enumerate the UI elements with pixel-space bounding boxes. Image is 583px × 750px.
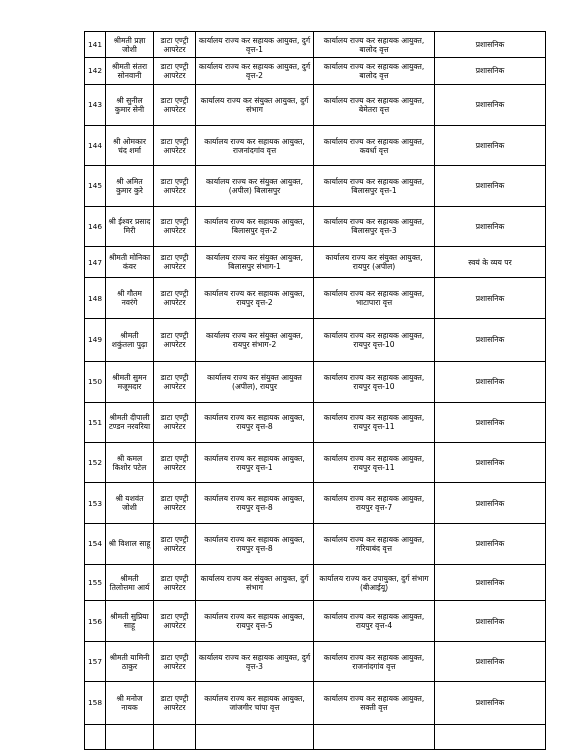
post-cell: डाटा एण्ट्री आपरेटर <box>154 166 196 206</box>
current-office-cell: कार्यालय राज्य कर संयुक्त आयुक्त (अपील), रायपुर <box>196 362 314 402</box>
serial-number-cell: 153 <box>85 483 106 523</box>
post-cell: डाटा एण्ट्री आपरेटर <box>154 84 196 125</box>
table-row <box>85 601 546 641</box>
table-row <box>85 125 546 165</box>
employee-name-cell: श्री विशाल साहू <box>106 523 154 564</box>
employee-name-cell: श्री अमित कुमार कुरे <box>106 166 154 206</box>
current-office-cell: कार्यालय राज्य कर सहायक आयुक्त, दुर्ग वृत्त-2 <box>196 58 314 84</box>
table-row <box>85 523 546 564</box>
transfer-office-cell: कार्यालय राज्य कर संयुक्त आयुक्त, रायपुर (अपील) <box>314 247 435 278</box>
current-office-cell: कार्यालय राज्य कर सहायक आयुक्त, दुर्ग वृत्त-1 <box>196 32 314 58</box>
employee-name-cell: श्रीमती शकुंतला पुढ़ा <box>106 318 154 361</box>
employee-name-cell: श्रीमती दीपाली टण्डन नरवरिया <box>106 402 154 442</box>
post-cell: डाटा एण्ट्री आपरेटर <box>154 402 196 442</box>
employee-name-cell: श्री ओमकार चंद शर्मा <box>106 125 154 165</box>
table-row <box>85 166 546 206</box>
table-row <box>85 682 546 724</box>
table-row <box>85 247 546 278</box>
transfer-reason-cell: प्रशासनिक <box>435 641 546 681</box>
current-office-cell: कार्यालय राज्य कर सहायक आयुक्त, बिलासपुर वृत्त-2 <box>196 206 314 246</box>
serial-number-cell: 151 <box>85 402 106 442</box>
transfer-table <box>84 31 546 750</box>
serial-number-cell: 143 <box>85 84 106 125</box>
empty-cell <box>154 724 196 749</box>
transfer-office-cell: कार्यालय राज्य कर सहायक आयुक्त, बिलासपुर वृत्त-1 <box>314 166 435 206</box>
table-row <box>85 278 546 318</box>
table-row <box>85 362 546 402</box>
transfer-office-cell: कार्यालय राज्य कर उपायुक्त, दुर्ग संभाग (बीआईयू) <box>314 565 435 601</box>
employee-name-cell: श्रीमती मोनिका कंवर <box>106 247 154 278</box>
transfer-reason-cell: प्रशासनिक <box>435 682 546 724</box>
employee-name-cell: श्री यशवंत जोशी <box>106 483 154 523</box>
transfer-office-cell: कार्यालय राज्य कर सहायक आयुक्त, रायपुर वृत्त-11 <box>314 442 435 482</box>
post-cell: डाटा एण्ट्री आपरेटर <box>154 442 196 482</box>
transfer-office-cell: कार्यालय राज्य कर सहायक आयुक्त, रायपुर वृत्त-11 <box>314 402 435 442</box>
post-cell: डाटा एण्ट्री आपरेटर <box>154 125 196 165</box>
current-office-cell: कार्यालय राज्य कर संयुक्त आयुक्त, (अपील) बिलासपुर <box>196 166 314 206</box>
transfer-reason-cell: प्रशासनिक <box>435 601 546 641</box>
employee-name-cell: श्रीमती प्रज्ञा जोशी <box>106 32 154 58</box>
transfer-reason-cell: प्रशासनिक <box>435 84 546 125</box>
serial-number-cell: 149 <box>85 318 106 361</box>
serial-number-cell: 150 <box>85 362 106 402</box>
serial-number-cell: 152 <box>85 442 106 482</box>
current-office-cell: कार्यालय राज्य कर सहायक आयुक्त, जांजगीर चांपा वृत्त <box>196 682 314 724</box>
employee-name-cell: श्रीमती संतरा सोनवानी <box>106 58 154 84</box>
current-office-cell: कार्यालय राज्य कर संयुक्त आयुक्त, दुर्ग संभाग <box>196 565 314 601</box>
transfer-reason-cell: प्रशासनिक <box>435 32 546 58</box>
serial-number-cell: 142 <box>85 58 106 84</box>
employee-name-cell: श्री ईश्वर प्रसाद मिरी <box>106 206 154 246</box>
table-row <box>85 58 546 84</box>
current-office-cell: कार्यालय राज्य कर सहायक आयुक्त, रायपुर वृत्त-8 <box>196 523 314 564</box>
employee-name-cell: श्रीमती सुप्रिया साहू <box>106 601 154 641</box>
serial-number-cell: 141 <box>85 32 106 58</box>
transfer-office-cell: कार्यालय राज्य कर सहायक आयुक्त, बेमेतरा वृत्त <box>314 84 435 125</box>
post-cell: डाटा एण्ट्री आपरेटर <box>154 278 196 318</box>
current-office-cell: कार्यालय राज्य कर सहायक आयुक्त, रायपुर वृत्त-2 <box>196 278 314 318</box>
transfer-office-cell: कार्यालय राज्य कर सहायक आयुक्त, बिलासपुर वृत्त-3 <box>314 206 435 246</box>
table-row <box>85 483 546 523</box>
employee-name-cell: श्री कमल किशोर पटेल <box>106 442 154 482</box>
serial-number-cell: 147 <box>85 247 106 278</box>
transfer-office-cell: कार्यालय राज्य कर सहायक आयुक्त, सक्ती वृत्त <box>314 682 435 724</box>
transfer-office-cell: कार्यालय राज्य कर सहायक आयुक्त, रायपुर वृत्त-10 <box>314 318 435 361</box>
serial-number-cell: 158 <box>85 682 106 724</box>
post-cell: डाटा एण्ट्री आपरेटर <box>154 318 196 361</box>
employee-name-cell: श्री गौतम नवरंगे <box>106 278 154 318</box>
transfer-office-cell: कार्यालय राज्य कर सहायक आयुक्त, रायपुर वृत्त-7 <box>314 483 435 523</box>
current-office-cell: कार्यालय राज्य कर सहायक आयुक्त, राजनांदगांव वृत्त <box>196 125 314 165</box>
transfer-office-cell: कार्यालय राज्य कर सहायक आयुक्त, बालोद वृत्त <box>314 32 435 58</box>
employee-name-cell: श्रीमती तिलोत्तमा आर्य <box>106 565 154 601</box>
transfer-office-cell: कार्यालय राज्य कर सहायक आयुक्त, गरियाबंद वृत्त <box>314 523 435 564</box>
transfer-reason-cell: प्रशासनिक <box>435 402 546 442</box>
post-cell: डाटा एण्ट्री आपरेटर <box>154 58 196 84</box>
table-row <box>85 641 546 681</box>
transfer-reason-cell: प्रशासनिक <box>435 206 546 246</box>
current-office-cell: कार्यालय राज्य कर संयुक्त आयुक्त, बिलासपुर संभाग-1 <box>196 247 314 278</box>
transfer-reason-cell: प्रशासनिक <box>435 125 546 165</box>
transfer-reason-cell: प्रशासनिक <box>435 166 546 206</box>
post-cell: डाटा एण्ट्री आपरेटर <box>154 362 196 402</box>
post-cell: डाटा एण्ट्री आपरेटर <box>154 483 196 523</box>
post-cell: डाटा एण्ट्री आपरेटर <box>154 682 196 724</box>
table-row <box>85 318 546 361</box>
serial-number-cell: 157 <box>85 641 106 681</box>
transfer-reason-cell: प्रशासनिक <box>435 362 546 402</box>
transfer-reason-cell: प्रशासनिक <box>435 523 546 564</box>
current-office-cell: कार्यालय राज्य कर संयुक्त आयुक्त, रायपुर संभाग-2 <box>196 318 314 361</box>
transfer-reason-cell: प्रशासनिक <box>435 483 546 523</box>
serial-number-cell: 156 <box>85 601 106 641</box>
post-cell: डाटा एण्ट्री आपरेटर <box>154 32 196 58</box>
table-row <box>85 206 546 246</box>
empty-cell <box>314 724 435 749</box>
employee-name-cell: श्रीमती यामिनी ठाकुर <box>106 641 154 681</box>
transfer-office-cell: कार्यालय राज्य कर सहायक आयुक्त, रायपुर वृत्त-10 <box>314 362 435 402</box>
serial-number-cell: 144 <box>85 125 106 165</box>
transfer-reason-cell: स्वयं के व्यय पर <box>435 247 546 278</box>
post-cell: डाटा एण्ट्री आपरेटर <box>154 601 196 641</box>
table-row <box>85 565 546 601</box>
serial-number-cell: 146 <box>85 206 106 246</box>
transfer-table-body <box>85 32 546 750</box>
transfer-office-cell: कार्यालय राज्य कर सहायक आयुक्त, बालोद वृत्त <box>314 58 435 84</box>
current-office-cell: कार्यालय राज्य कर सहायक आयुक्त, रायपुर वृत्त-8 <box>196 402 314 442</box>
post-cell: डाटा एण्ट्री आपरेटर <box>154 247 196 278</box>
table-row-empty <box>85 724 546 749</box>
empty-cell <box>435 724 546 749</box>
current-office-cell: कार्यालय राज्य कर सहायक आयुक्त, दुर्ग वृत्त-3 <box>196 641 314 681</box>
transfer-reason-cell: प्रशासनिक <box>435 278 546 318</box>
transfer-office-cell: कार्यालय राज्य कर सहायक आयुक्त, भाटापारा वृत्त <box>314 278 435 318</box>
employee-name-cell: श्री सुनील कुमार सेनी <box>106 84 154 125</box>
current-office-cell: कार्यालय राज्य कर सहायक आयुक्त, रायपुर वृत्त-8 <box>196 483 314 523</box>
empty-cell <box>85 724 106 749</box>
empty-cell <box>106 724 154 749</box>
transfer-reason-cell: प्रशासनिक <box>435 318 546 361</box>
serial-number-cell: 155 <box>85 565 106 601</box>
current-office-cell: कार्यालय राज्य कर सहायक आयुक्त, रायपुर वृत्त-1 <box>196 442 314 482</box>
empty-cell <box>196 724 314 749</box>
employee-name-cell: श्रीमती सुमन मजूमदार <box>106 362 154 402</box>
transfer-office-cell: कार्यालय राज्य कर सहायक आयुक्त, रायपुर वृत्त-4 <box>314 601 435 641</box>
post-cell: डाटा एण्ट्री आपरेटर <box>154 641 196 681</box>
serial-number-cell: 145 <box>85 166 106 206</box>
serial-number-cell: 154 <box>85 523 106 564</box>
transfer-office-cell: कार्यालय राज्य कर सहायक आयुक्त, राजनांदगांव वृत्त <box>314 641 435 681</box>
table-row <box>85 32 546 58</box>
transfer-office-cell: कार्यालय राज्य कर सहायक आयुक्त, कवर्धा वृत्त <box>314 125 435 165</box>
transfer-reason-cell: प्रशासनिक <box>435 58 546 84</box>
current-office-cell: कार्यालय राज्य कर संयुक्त आयुक्त, दुर्ग संभाग <box>196 84 314 125</box>
post-cell: डाटा एण्ट्री आपरेटर <box>154 206 196 246</box>
current-office-cell: कार्यालय राज्य कर सहायक आयुक्त, रायपुर वृत्त-5 <box>196 601 314 641</box>
transfer-reason-cell: प्रशासनिक <box>435 442 546 482</box>
table-row <box>85 84 546 125</box>
table-row <box>85 442 546 482</box>
post-cell: डाटा एण्ट्री आपरेटर <box>154 565 196 601</box>
post-cell: डाटा एण्ट्री आपरेटर <box>154 523 196 564</box>
employee-name-cell: श्री मनोज नायक <box>106 682 154 724</box>
table-row <box>85 402 546 442</box>
transfer-reason-cell: प्रशासनिक <box>435 565 546 601</box>
serial-number-cell: 148 <box>85 278 106 318</box>
